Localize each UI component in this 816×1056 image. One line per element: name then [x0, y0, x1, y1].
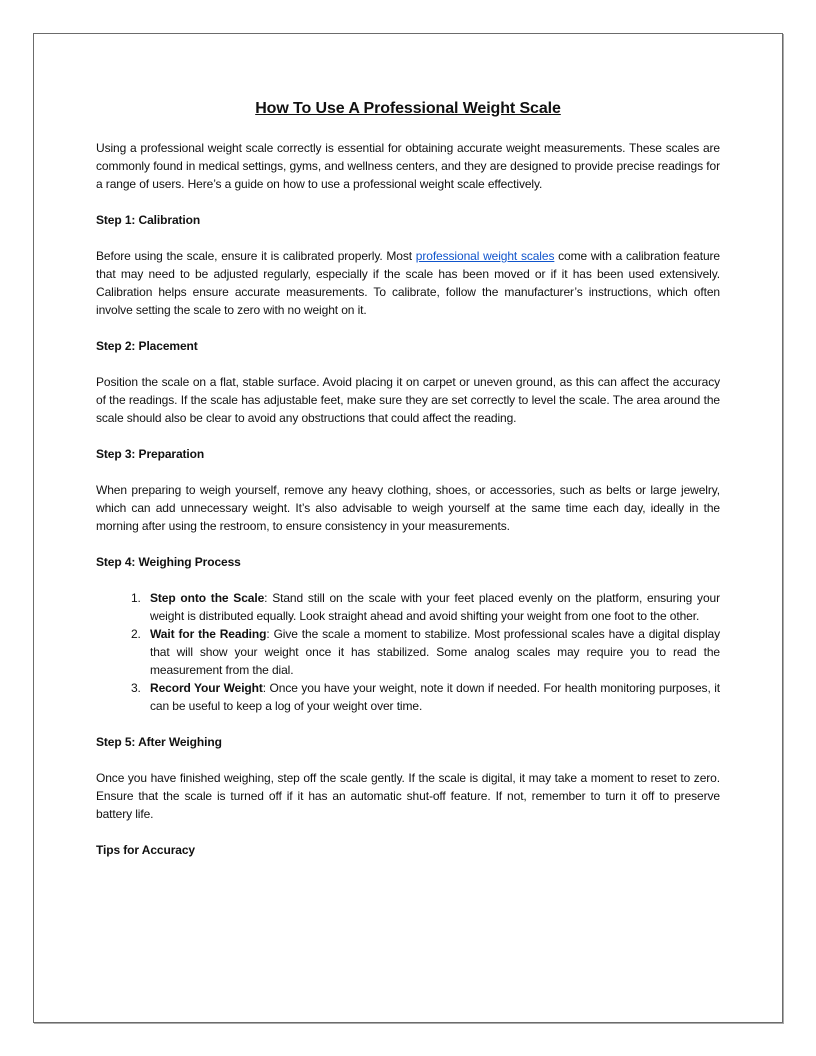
- list-item: [144, 625, 720, 679]
- step3-paragraph: When preparing to weigh yourself, remove any heavy clothing, shoes, or accessories, such as belts or large jewelry, which can add unnecessary weight. It’s also advisable to weigh yourself at the same time each day, ideally in the morning after using the restroom, to ensure consistency in your measurements.: [96, 483, 720, 533]
- professional-weight-scales-link[interactable]: professional weight scales: [415, 249, 555, 263]
- list-item: [144, 679, 720, 715]
- step1-heading: Step 1: Calibration: [96, 213, 201, 227]
- step2-paragraph: Position the scale on a flat, stable surface. Avoid placing it on carpet or uneven ground, as this can affect the accuracy of the readings. If the scale has adjustable feet, make sure they are set correctly to level the scale. The area around the scale should also be clear to avoid any obstructions that could affect the reading.: [96, 375, 720, 425]
- step1-text-after: come with a calibration feature that may need to be adjusted regularly, especially if the scale has been moved or if it has been used extensively. Calibration helps ensure accurate measurements. To calibrate, follow the manufacturer’s instructions, which often involve setting the scale to zero with no weight on it.: [96, 249, 720, 317]
- list-item-title: Step onto the Scale: [150, 591, 265, 605]
- step3-heading: Step 3: Preparation: [96, 447, 205, 461]
- step5-heading: Step 5: After Weighing: [96, 735, 222, 749]
- document-title: How To Use A Professional Weight Scale: [255, 100, 561, 117]
- weighing-steps-list: [96, 589, 720, 715]
- intro-paragraph: Using a professional weight scale correctly is essential for obtaining accurate weight measurements. These scales are commonly found in medical settings, gyms, and wellness centers, and they are designed to provide precise readings for a range of users. Here’s a guide on how to use a professional weight scale effectively.: [96, 141, 720, 191]
- list-item-text: : Once you have your weight, note it down if needed. For health monitoring purposes, it can be useful to keep a log of your weight over time.: [150, 681, 721, 713]
- step1-paragraph: [96, 247, 720, 319]
- list-item: [144, 589, 720, 625]
- tips-heading: Tips for Accuracy: [96, 843, 196, 857]
- step2-heading: Step 2: Placement: [96, 339, 198, 353]
- step4-heading: Step 4: Weighing Process: [96, 555, 241, 569]
- step5-paragraph: Once you have finished weighing, step off the scale gently. If the scale is digital, it may take a moment to reset to zero. Ensure that the scale is turned off if it has an automatic shut-off feature. If not, remember to turn it off to preserve battery life.: [96, 771, 720, 821]
- list-item-title: Wait for the Reading: [150, 627, 267, 641]
- list-item-text: : Stand still on the scale with your feet placed evenly on the platform, ensuring your weight is distributed equally. Look straight ahead and avoid shifting your weight from one foot to the other.: [150, 591, 720, 623]
- list-item-text: : Give the scale a moment to stabilize. Most professional scales have a digital display that will show your weight once it has stabilized. Some analog scales may require you to read the measurement from the dial.: [150, 627, 720, 677]
- list-item-title: Record Your Weight: [150, 681, 263, 695]
- document-body: [96, 99, 720, 877]
- step1-text-before: Before using the scale, ensure it is calibrated properly. Most: [96, 249, 416, 263]
